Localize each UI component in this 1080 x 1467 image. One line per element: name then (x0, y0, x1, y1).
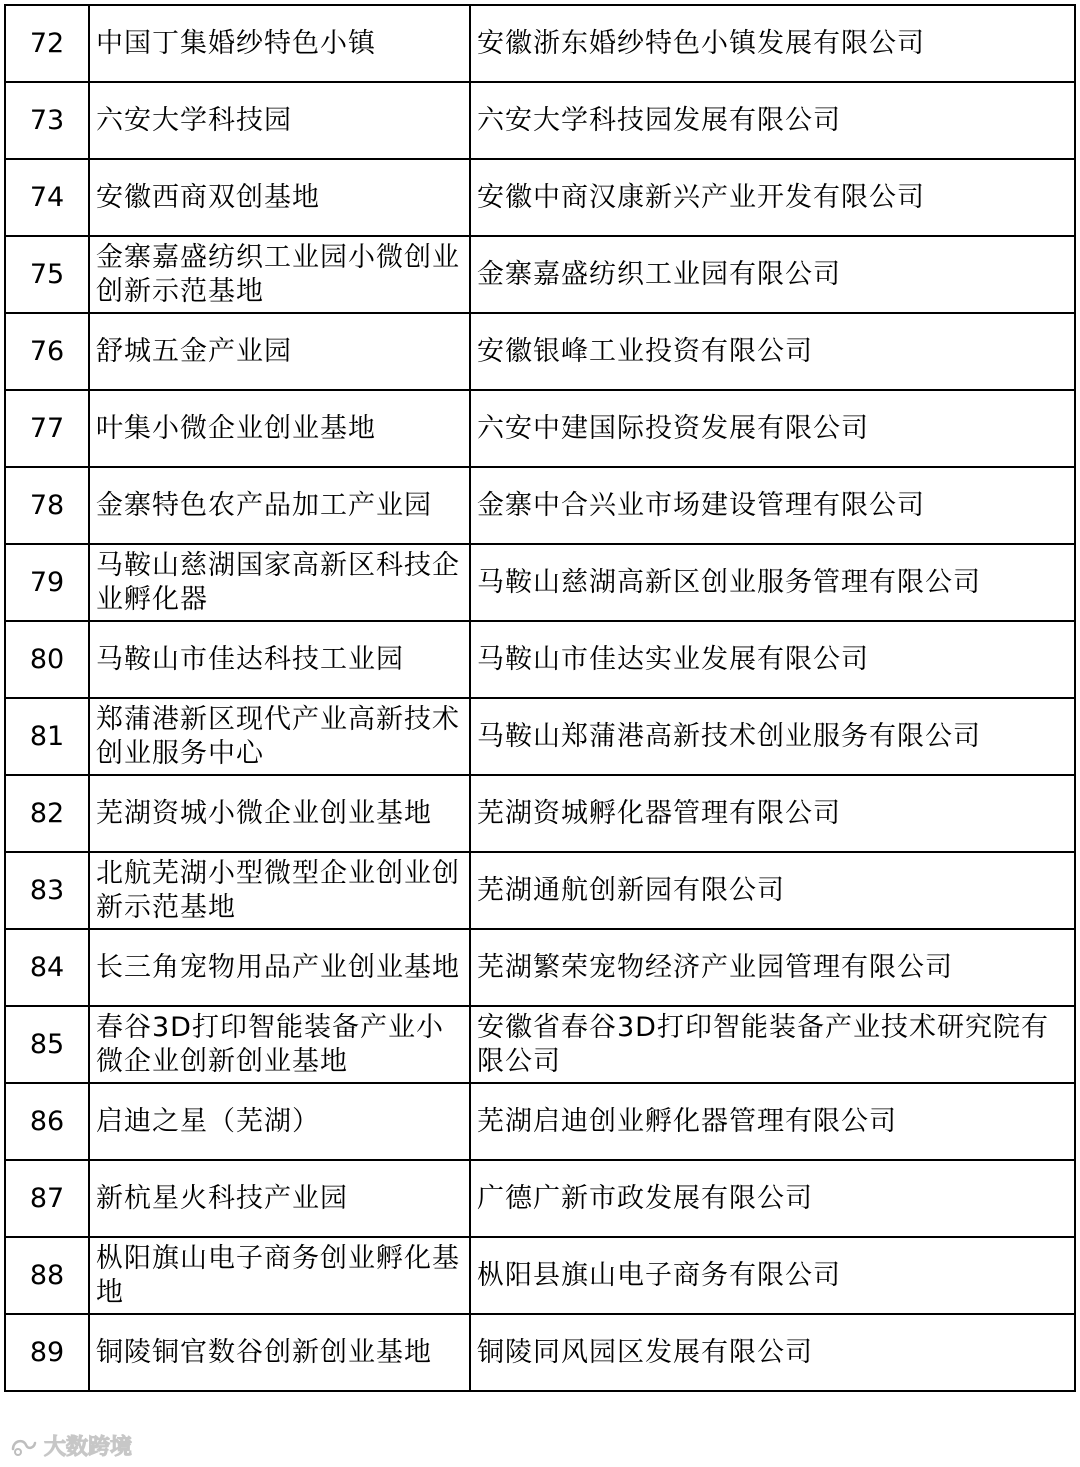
table-row (5, 929, 1075, 1006)
operator-company-cell: 六安中建国际投资发展有限公司 (470, 390, 1075, 467)
row-index-cell: 74 (5, 159, 89, 236)
base-name-cell: 枞阳旗山电子商务创业孵化基地 (89, 1237, 470, 1314)
row-index-cell: 72 (5, 5, 89, 82)
enterprise-list-table (4, 4, 1076, 1392)
base-name-cell: 郑蒲港新区现代产业高新技术创业服务中心 (89, 698, 470, 775)
table-row (5, 236, 1075, 313)
row-index-cell: 89 (5, 1314, 89, 1391)
row-index-cell: 82 (5, 775, 89, 852)
row-index-cell: 88 (5, 1237, 89, 1314)
watermark-text: 大数跨境 (44, 1435, 133, 1460)
operator-company-cell: 安徽中商汉康新兴产业开发有限公司 (470, 159, 1075, 236)
row-index-cell: 87 (5, 1160, 89, 1237)
table-row (5, 698, 1075, 775)
base-name-cell: 中国丁集婚纱特色小镇 (89, 5, 470, 82)
row-index-cell: 86 (5, 1083, 89, 1160)
operator-company-cell: 马鞍山市佳达实业发展有限公司 (470, 621, 1075, 698)
table-body (5, 5, 1075, 1391)
table-row (5, 159, 1075, 236)
operator-company-cell: 马鞍山慈湖高新区创业服务管理有限公司 (470, 544, 1075, 621)
table-row (5, 467, 1075, 544)
brand-logo-icon (10, 1435, 38, 1457)
operator-company-cell: 安徽省春谷3D打印智能装备产业技术研究院有限公司 (470, 1006, 1075, 1083)
base-name-cell: 金寨特色农产品加工产业园 (89, 467, 470, 544)
base-name-cell: 金寨嘉盛纺织工业园小微创业创新示范基地 (89, 236, 470, 313)
table-row (5, 775, 1075, 852)
table-row (5, 82, 1075, 159)
base-name-cell: 马鞍山市佳达科技工业园 (89, 621, 470, 698)
base-name-cell: 舒城五金产业园 (89, 313, 470, 390)
operator-company-cell: 金寨中合兴业市场建设管理有限公司 (470, 467, 1075, 544)
base-name-cell: 春谷3D打印智能装备产业小微企业创新创业基地 (89, 1006, 470, 1083)
base-name-cell: 芜湖资城小微企业创业基地 (89, 775, 470, 852)
row-index-cell: 81 (5, 698, 89, 775)
base-name-cell: 铜陵铜官数谷创新创业基地 (89, 1314, 470, 1391)
table-row (5, 390, 1075, 467)
operator-company-cell: 六安大学科技园发展有限公司 (470, 82, 1075, 159)
operator-company-cell: 铜陵同风园区发展有限公司 (470, 1314, 1075, 1391)
table-row (5, 1083, 1075, 1160)
operator-company-cell: 金寨嘉盛纺织工业园有限公司 (470, 236, 1075, 313)
base-name-cell: 长三角宠物用品产业创业基地 (89, 929, 470, 1006)
table-row (5, 1160, 1075, 1237)
operator-company-cell: 芜湖通航创新园有限公司 (470, 852, 1075, 929)
table-row (5, 1314, 1075, 1391)
row-index-cell: 73 (5, 82, 89, 159)
base-name-cell: 叶集小微企业创业基地 (89, 390, 470, 467)
table-row (5, 1237, 1075, 1314)
operator-company-cell: 广德广新市政发展有限公司 (470, 1160, 1075, 1237)
row-index-cell: 80 (5, 621, 89, 698)
base-name-cell: 六安大学科技园 (89, 82, 470, 159)
table-row (5, 544, 1075, 621)
base-name-cell: 新杭星火科技产业园 (89, 1160, 470, 1237)
table-row (5, 1006, 1075, 1083)
table-row (5, 621, 1075, 698)
row-index-cell: 76 (5, 313, 89, 390)
operator-company-cell: 芜湖启迪创业孵化器管理有限公司 (470, 1083, 1075, 1160)
row-index-cell: 83 (5, 852, 89, 929)
table-row (5, 313, 1075, 390)
operator-company-cell: 芜湖繁荣宠物经济产业园管理有限公司 (470, 929, 1075, 1006)
table-row (5, 852, 1075, 929)
row-index-cell: 84 (5, 929, 89, 1006)
operator-company-cell: 枞阳县旗山电子商务有限公司 (470, 1237, 1075, 1314)
row-index-cell: 78 (5, 467, 89, 544)
row-index-cell: 85 (5, 1006, 89, 1083)
operator-company-cell: 安徽银峰工业投资有限公司 (470, 313, 1075, 390)
table-row (5, 5, 1075, 82)
row-index-cell: 77 (5, 390, 89, 467)
operator-company-cell: 马鞍山郑蒲港高新技术创业服务有限公司 (470, 698, 1075, 775)
base-name-cell: 安徽西商双创基地 (89, 159, 470, 236)
base-name-cell: 北航芜湖小型微型企业创业创新示范基地 (89, 852, 470, 929)
base-name-cell: 马鞍山慈湖国家高新区科技企业孵化器 (89, 544, 470, 621)
base-name-cell: 启迪之星（芜湖） (89, 1083, 470, 1160)
row-index-cell: 79 (5, 544, 89, 621)
operator-company-cell: 芜湖资城孵化器管理有限公司 (470, 775, 1075, 852)
row-index-cell: 75 (5, 236, 89, 313)
operator-company-cell: 安徽浙东婚纱特色小镇发展有限公司 (470, 5, 1075, 82)
watermark (10, 1430, 132, 1461)
